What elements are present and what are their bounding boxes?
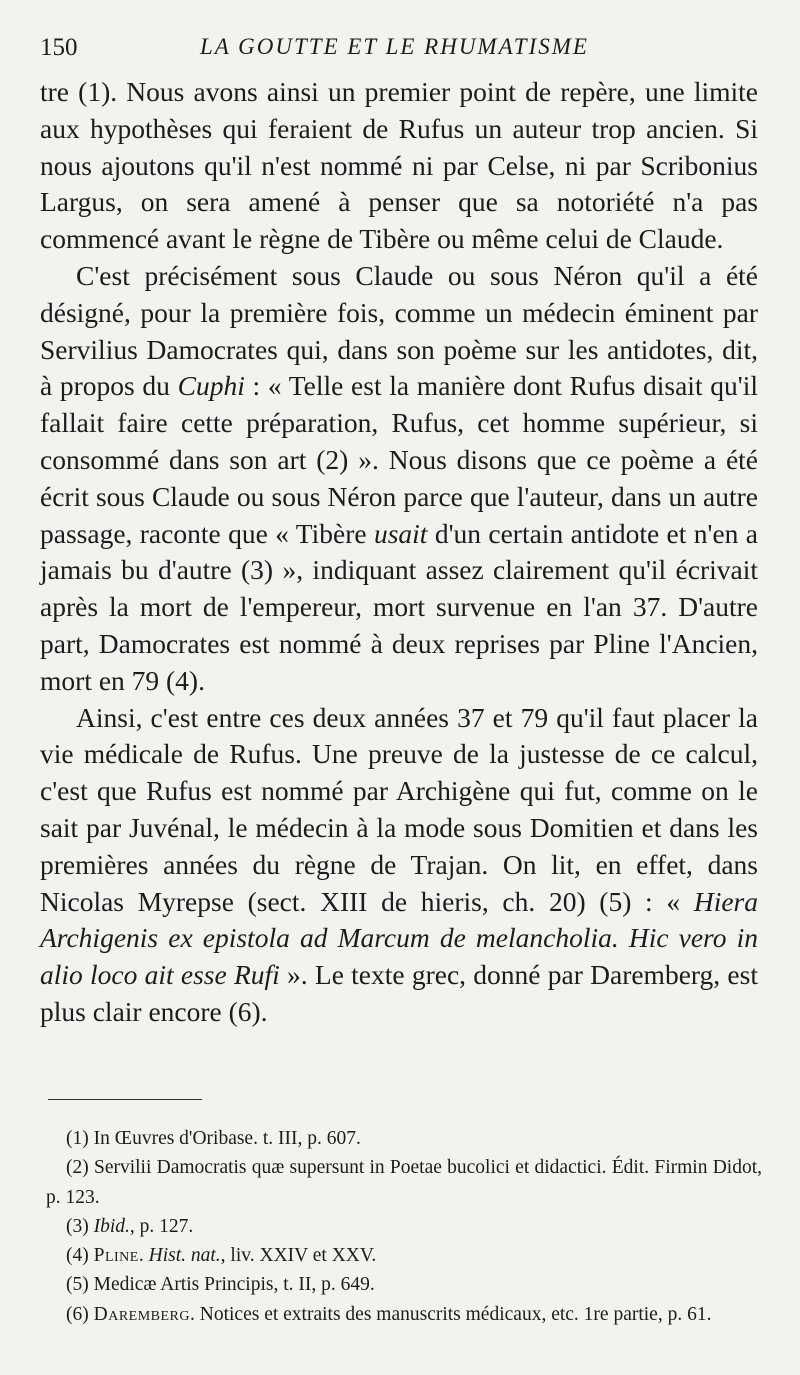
footnote-5: (5) Medicæ Artis Principis, t. II, p. 649. xyxy=(66,1274,375,1296)
footnote-4-number: (4) xyxy=(66,1245,94,1267)
footnote-6 xyxy=(46,1300,762,1329)
footnote-4 xyxy=(46,1241,762,1270)
paragraph-2-italic-usait: usait xyxy=(373,517,428,549)
paragraph-1: tre (1). Nous avons ainsi un premier point de repère, une limite aux hypothèses qui feraient de Rufus un auteur trop ancien. Si nous ajoutons qu'il n'est nommé ni par Celse, ni par Scribonius Largus, on sera amené à penser que sa notoriété n'a pas commencé avant le règne de Tibère ou même celui de Claude. xyxy=(40,76,758,255)
footnotes xyxy=(46,1124,762,1329)
footnote-4-author: Pline xyxy=(93,1245,139,1267)
footnote-6-text: . Notices et extraits des manuscrits médicaux, etc. 1re partie, p. 61. xyxy=(190,1303,712,1325)
footnote-6-number: (6) xyxy=(66,1303,94,1325)
footnote-6-author: Daremberg xyxy=(93,1303,190,1325)
footnote-3-ibid: Ibid. xyxy=(93,1215,130,1237)
footnote-2: (2) Servilii Damocratis quæ supersunt in Poetae bucolici et didactici. Édit. Firmin Didot, p. 123. xyxy=(46,1157,762,1208)
page-number: 150 xyxy=(40,34,78,61)
paragraph-3-text-b: ». Le texte grec, donné par Daremberg, est plus clair encore (6). xyxy=(40,959,758,1027)
footnote-3-page: , p. 127. xyxy=(129,1215,194,1237)
footnote-4-work: Hist. nat. xyxy=(148,1245,221,1267)
paragraph-3 xyxy=(40,700,758,1031)
footnote-4-separator: . xyxy=(138,1245,149,1267)
paragraph-2-text-a: C'est précisément sous Claude ou sous Néron qu'il a été désigné, pour la première fois, comme un médecin éminent par Servilius Damocrates qui, dans son poème sur les antidotes, dit, à propos du xyxy=(40,259,758,402)
running-title: LA GOUTTE ET LE RHUMATISME xyxy=(200,34,589,59)
footnote-divider xyxy=(48,1099,202,1100)
paragraph-3-text-a: Ainsi, c'est entre ces deux années 37 et 79 qu'il faut placer la vie médicale de Rufus. Une preuve de la justesse de ce calcul, c'est que Rufus est nommé par Archigène qui fut, comme on le sait par Juvénal, le médecin à la mode sous Domitien et dans les premières années du règne de Trajan. On lit, en effet, dans Nicolas Myrepse (sect. XIII de hieris, ch. 20) (5) : « xyxy=(40,701,758,917)
paragraph-3-latin-quote: Hiera Archigenis ex epistola ad Marcum de melancholia. Hic vero in alio loco ait esse Rufi xyxy=(40,885,758,991)
paragraph-2-text-c: d'un certain antidote et n'en a jamais bu d'autre (3) », indiquant assez clairement qu'il écrivait après la mort de l'empereur, mort survenue en l'an 37. D'autre part, Damocrates est nommé à deux reprises par Pline l'Ancien, mort en 79 (4). xyxy=(40,517,759,696)
paragraph-2 xyxy=(40,258,758,700)
main-text xyxy=(40,74,758,1031)
footnote-3 xyxy=(46,1212,762,1241)
page-header xyxy=(40,34,760,68)
footnote-1: (1) In Œuvres d'Oribase. t. III, p. 607. xyxy=(66,1128,361,1149)
paragraph-2-text-b: : « Telle est la manière dont Rufus disait qu'il fallait faire cette préparation, Rufus, cet homme supérieur, si consommé dans son art (2) ». Nous disons que ce poème a été écrit sous Claude ou sous Néron parce que l'auteur, dans un autre passage, raconte que « Tibère xyxy=(40,370,758,549)
footnote-4-books: , liv. XXIV et XXV. xyxy=(220,1245,377,1267)
footnote-3-number: (3) xyxy=(66,1215,94,1237)
paragraph-2-italic-cuphi: Cuphi xyxy=(177,370,245,402)
